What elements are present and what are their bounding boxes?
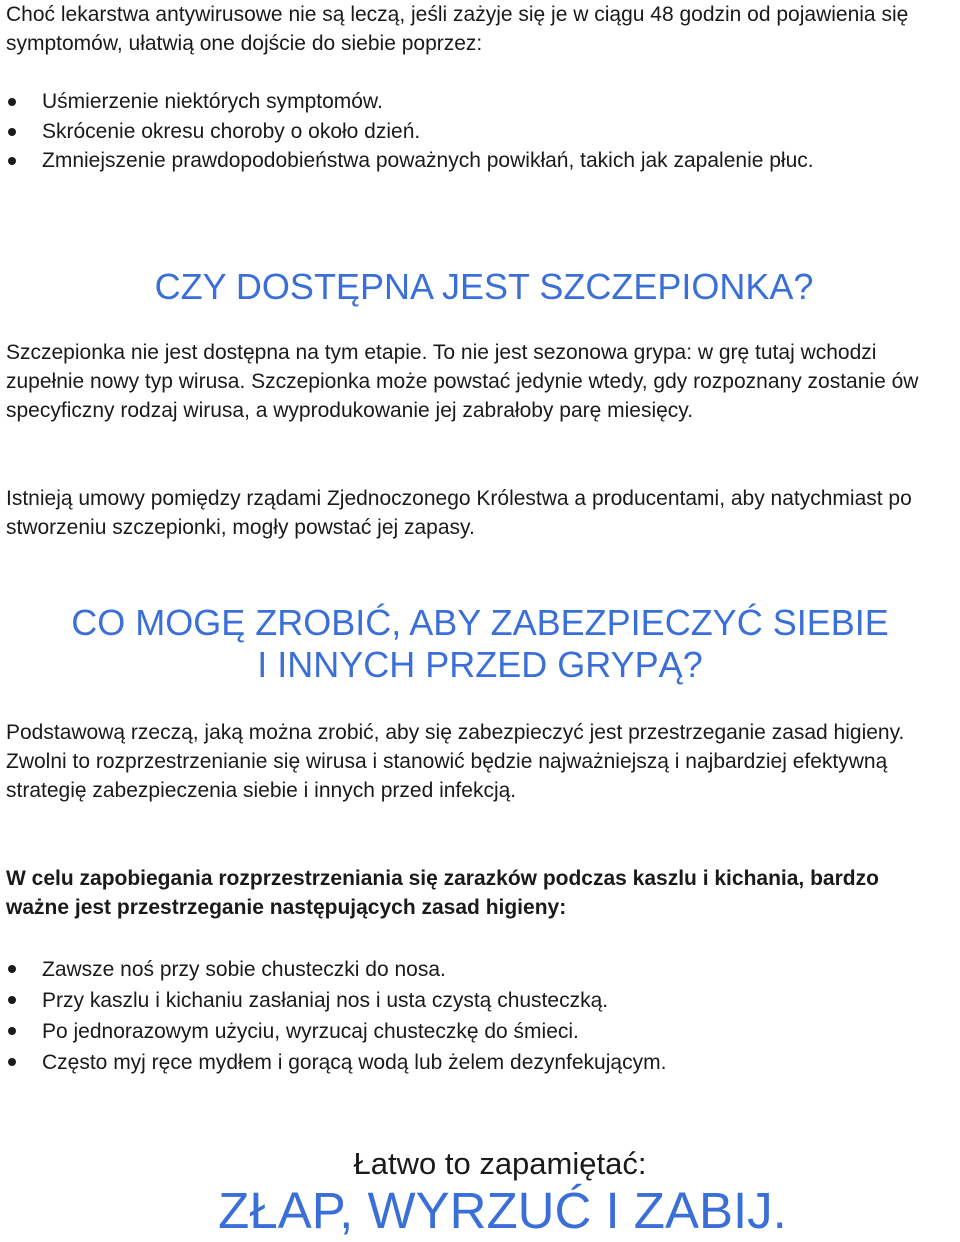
list-item: [0, 117, 950, 147]
benefit-text: Zmniejszenie prawdopodobieństwa poważnych powikłań, takich jak zapalenie płuc.: [42, 149, 814, 172]
list-item: [0, 1047, 950, 1078]
protect-heading-line1: CO MOGĘ ZROBIĆ, ABY ZABEZPIECZYĆ SIEBIE: [71, 602, 889, 643]
rule-text: Przy kaszlu i kichaniu zasłaniaj nos i usta czystą chusteczką.: [42, 989, 609, 1012]
bullet-icon: [8, 1058, 16, 1066]
intro-paragraph: Choć lekarstwa antywirusowe nie są leczą, jeśli zażyje się je w ciągu 48 godzin od pojawienia się symptomów, ułatwią one dojście do siebie poprzez:: [6, 3, 909, 55]
agreements-paragraph: Istnieją umowy pomiędzy rządami Zjednoczonego Królestwa a producentami, aby natychmiast po stworzeniu szczepionki, mogły powstać jej zapasy.: [6, 487, 912, 539]
bullet-icon: [8, 996, 16, 1004]
hygiene-rules-list: [0, 954, 950, 1078]
protect-heading-line2: I INNYCH PRZED GRYPĄ?: [257, 644, 703, 685]
benefits-list: [0, 87, 950, 176]
list-item: [0, 146, 922, 176]
remember-label: Łatwo to zapamiętać:: [353, 1146, 647, 1181]
vaccine-paragraph: Szczepionka nie jest dostępna na tym etapie. To nie jest sezonowa grypa: w grę tutaj wchodzi zupełnie nowy typ wirusa. Szczepionka może powstać jedynie wtedy, gdy rozpoznany zostanie ów specyficzny rodzaj wirusa, a wyprodukowanie jej zabrałoby parę miesięcy.: [6, 341, 919, 422]
benefit-text: Uśmierzenie niektórych symptomów.: [42, 90, 383, 113]
bullet-icon: [8, 965, 16, 973]
protect-heading: [0, 602, 960, 686]
rule-text: Po jednorazowym użyciu, wyrzucaj chusteczkę do śmieci.: [42, 1020, 579, 1043]
bullet-icon: [8, 98, 16, 106]
rule-text: Często myj ręce mydłem i gorącą wodą lub żelem dezynfekującym.: [42, 1051, 667, 1074]
slogan: ZŁAP, WYRZUĆ I ZABIJ.: [218, 1182, 787, 1239]
hygiene-intro: W celu zapobiegania rozprzestrzeniania się zarazków podczas kaszlu i kichania, bardzo ważne jest przestrzeganie następujących zasad higieny:: [6, 867, 879, 919]
bullet-icon: [8, 128, 16, 136]
bullet-icon: [8, 1027, 16, 1035]
vaccine-heading: CZY DOSTĘPNA JEST SZCZEPIONKA?: [154, 266, 814, 307]
rule-text: Zawsze noś przy sobie chusteczki do nosa.: [42, 958, 446, 981]
benefit-text: Skrócenie okresu choroby o około dzień.: [42, 119, 421, 143]
bullet-icon: [8, 157, 16, 165]
list-item: [0, 954, 950, 985]
list-item: [0, 985, 950, 1016]
protect-paragraph: Podstawową rzeczą, jaką można zrobić, aby się zabezpieczyć jest przestrzeganie zasad higieny. Zwolni to rozprzestrzenianie się wirusa i stanowić będzie najważniejszą i najbardziej efektywną strategię zabezpieczenia siebie i innych przed infekcją.: [6, 721, 905, 802]
list-item: [0, 87, 950, 117]
list-item: [0, 1016, 950, 1047]
